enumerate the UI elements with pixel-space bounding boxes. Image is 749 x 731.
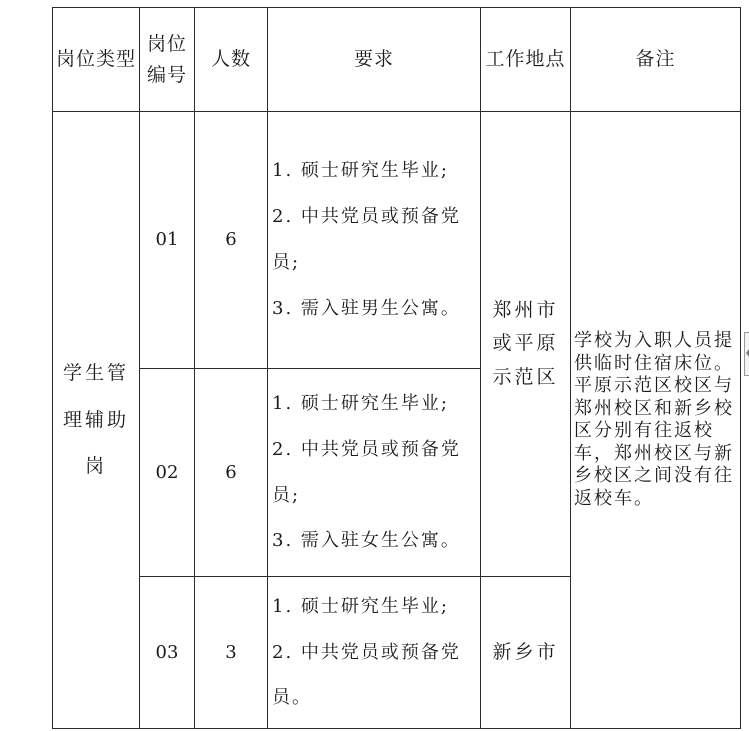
table-header-row	[53, 8, 741, 112]
job-positions-table	[52, 7, 741, 729]
side-scroll-handle[interactable]	[744, 332, 749, 376]
table-row	[53, 112, 741, 369]
header-headcount: 人数	[195, 8, 268, 112]
requirement-line: 1. 硕士研究生毕业;	[272, 595, 449, 617]
requirements-cell	[268, 369, 481, 577]
note-paragraph: 学校为入职人员提供临时住宿床位。	[574, 330, 734, 374]
position-type-cell: 学生管理辅助岗	[53, 112, 140, 729]
requirement-line: 3. 需入驻女生公寓。	[272, 530, 461, 552]
header-position-type: 岗位类型	[53, 8, 140, 112]
requirement-line: 2. 中共党员或预备党员;	[272, 438, 461, 506]
note-paragraph: 平原示范区校区与郑州校区和新乡校区分别有往返校车，郑州校区与新乡校区之间没有往返校车。	[574, 375, 734, 509]
requirement-line: 3. 需入驻男生公寓。	[272, 297, 461, 319]
work-location-cell: 郑州市或平原示范区	[481, 112, 571, 577]
requirement-line: 2. 中共党员或预备党员。	[272, 641, 461, 709]
work-location-cell: 新乡市	[481, 577, 571, 729]
header-position-code: 岗位编号	[140, 8, 195, 112]
headcount-cell: 3	[195, 577, 268, 729]
position-code-cell: 03	[140, 577, 195, 729]
requirement-line: 1. 硕士研究生毕业;	[272, 160, 449, 182]
headcount-cell: 6	[195, 369, 268, 577]
requirement-line: 2. 中共党员或预备党员;	[272, 206, 461, 273]
requirements-cell	[268, 112, 481, 369]
headcount-cell: 6	[195, 112, 268, 369]
header-work-location: 工作地点	[481, 8, 571, 112]
requirements-cell	[268, 577, 481, 729]
position-code-cell: 02	[140, 369, 195, 577]
position-code-cell: 01	[140, 112, 195, 369]
header-notes: 备注	[571, 8, 741, 112]
header-requirements: 要求	[268, 8, 481, 112]
notes-cell	[571, 112, 741, 729]
requirement-line: 1. 硕士研究生毕业;	[272, 392, 449, 414]
